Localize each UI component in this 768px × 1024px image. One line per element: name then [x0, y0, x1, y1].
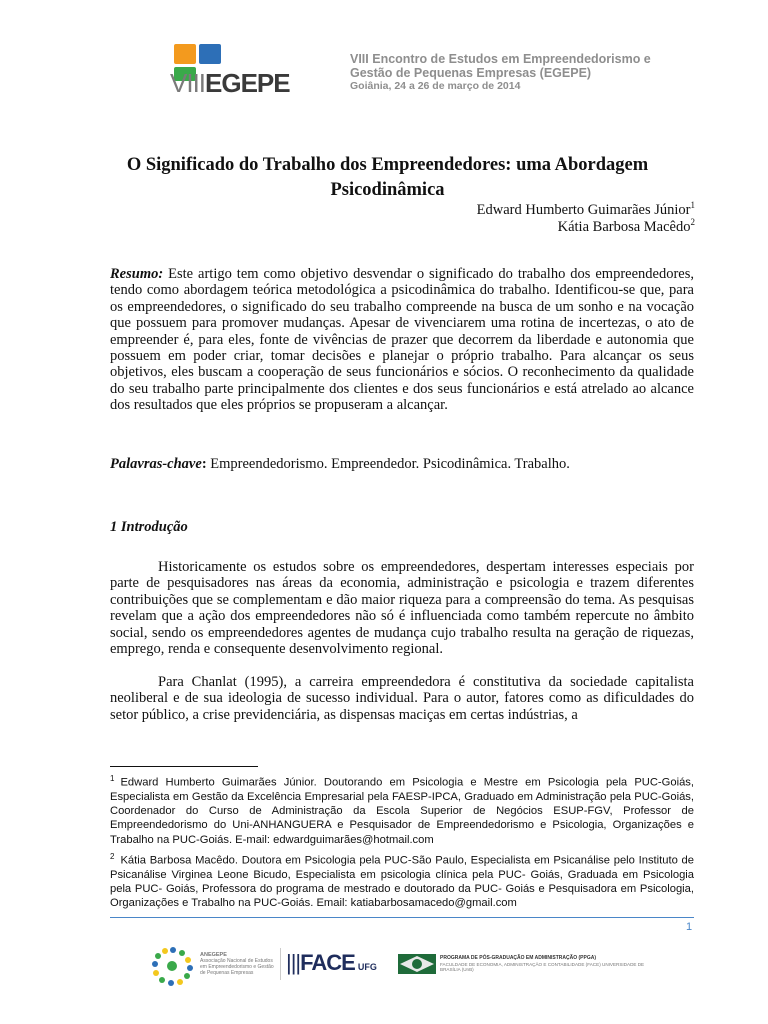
keywords: [110, 456, 694, 472]
ppga-text: [440, 956, 650, 973]
logo-prefix: VIII: [170, 68, 206, 98]
footnote-separator: [110, 766, 258, 767]
footer-rule: [110, 917, 694, 918]
logo-text: [170, 68, 290, 99]
author-2: [558, 217, 695, 236]
footnote-1-number: 1: [110, 774, 115, 783]
egepe-logo: [170, 44, 330, 96]
ppga-title: PROGRAMA DE PÓS-GRADUAÇÃO EM ADMINISTRAÇÃO (PPGA): [440, 955, 597, 961]
footer-divider: [280, 948, 281, 980]
intro-paragraph-1: Historicamente os estudos sobre os empreendedores, despertam interesses especiais por parte de pesquisadores nas áreas da economia, administração e psicologia e trazem diferentes contribuições que se complementam e dão maior riqueza para a compreensão do tema. As pesquisas revelam que a ação dos empreendedores não só é influenciada como também repercute no âmbito social, sendo os empreendedores agentes de mudança cujo trabalho resulta na geração de riquezas, emprego, renda e consequente desenvolvimento regional.: [110, 559, 694, 658]
anegepe-name: ANEGEPE: [200, 952, 227, 958]
abstract-label: Resumo:: [110, 266, 164, 282]
abstract: [110, 266, 694, 414]
event-line-2: Gestão de Pequenas Empresas (EGEPE): [350, 66, 592, 80]
logo-blue-square: [199, 44, 221, 64]
author-1: [477, 200, 695, 219]
brasil-flag-icon: [398, 954, 436, 974]
event-line-3: Goiânia, 24 a 26 de março de 2014: [350, 80, 521, 92]
face-text: FACE: [300, 950, 355, 975]
keywords-text: Empreendedorismo. Empreendedor. Psicodinâmica. Trabalho.: [206, 456, 570, 472]
footer-logos: [150, 940, 650, 990]
anegepe-logo-icon: [150, 946, 196, 986]
ufg-text: UFG: [357, 962, 377, 972]
footnote-1: [110, 772, 694, 847]
footnote-2-number: 2: [110, 852, 115, 861]
logo-orange-square: [174, 44, 196, 64]
author-1-note: 1: [690, 200, 695, 210]
footnote-2: [110, 850, 694, 911]
section-heading: 1 Introdução: [110, 519, 188, 535]
page-number: 1: [686, 921, 693, 933]
keywords-label: Palavras-chave: [110, 456, 202, 472]
abstract-text: Este artigo tem como objetivo desvendar o significado do trabalho dos empreendedores, tendo como abordagem teórica metodológica a psicodinâmica do trabalho. Identificou-se que, para os empreendedores, o significado do seu trabalho compreende na busca de um sonho e na vocação que possuem para promover mudanças. Apesar de vivenciarem uma rotina de incertezas, o ato de empreender é, para eles, fonte de vivências de prazer que decorrem da liberdade e autonomia que possuem em poder criar, tomar decisões e planejar o próprio trabalho. Para alcançar os seus objetivos, eles buscam a cooperação de seus funcionários e sócios. O reconhecimento da qualidade do seu trabalho parte principalmente dos clientes e dos seus funcionários e está atrelado ao alcance dos resultados que eles próprios se propuseram a alcançar.: [110, 266, 694, 414]
author-1-name: Edward Humberto Guimarães Júnior: [476, 201, 691, 218]
ppga-subtitle: FACULDADE DE ECONOMIA, ADMINISTRAÇÃO E CONTABILIDADE (FACE) UNIVERSIDADE DE BRASÍLIA (UnB): [440, 961, 645, 972]
intro-paragraph-2: Para Chanlat (1995), a carreira empreendedora é constitutiva da sociedade capitalista neoliberal e de sua ideologia de sucesso individual. Para o autor, fatores como as dificuldades do setor público, a crise previdenciária, as dispensas maciças em certas indústrias, a: [110, 674, 694, 723]
keywords-colon: :: [201, 456, 207, 472]
anegepe-description: Associação Nacional de Estudos em Empreendedorismo e Gestão de Pequenas Empresas: [200, 958, 274, 976]
author-2-note: 2: [690, 217, 695, 227]
event-line-1: VIII Encontro de Estudos em Empreendedorismo e: [350, 52, 651, 66]
footnote-1-text: Edward Humberto Guimarães Júnior. Doutorando em Psicologia e Mestre em Psicologia pela PUC-Goiás, Especialista em Gestão da Excelência Empresarial pela FAESP-IPCA, Graduado em Administração pela PUC-Goiás, Coordenador do Curso de Administração da Escola Superior de Negócios ESUP-FGV, Professor de Empreendedorismo do Uni-ANHANGUERA e Pesquisador de Empreendedorismo e Psicologia, Organizações e Trabalho na PUC-Goiás. E-mail: edwardguimarães@hotmail.com: [110, 776, 694, 846]
logo-suffix: EGEPE: [205, 68, 290, 98]
author-2-name: Kátia Barbosa Macêdo: [557, 218, 691, 235]
face-logo: |||FACE UFG: [286, 950, 377, 975]
anegepe-text: [200, 952, 280, 976]
paper-title: O Significado do Trabalho dos Empreendedores: uma Abordagem Psicodinâmica: [126, 155, 649, 200]
footnote-2-text: Kátia Barbosa Macêdo. Doutora em Psicologia pela PUC-São Paulo, Especialista em Psicanálise pelo Instituto de Psicanálise Virginea Leone Bicudo, Especialista em psicologia clínica pela PUC- Goiás, Graduada em Psicologia pela PUC- Goiás, Professora do programa de mestrado e doutorado da PUC- Goiás e Pesquisadora em Psicologia, Organizações e Trabalho na PUC-Goiás. Email: katiabarbosamacedo@gmail.com: [110, 854, 694, 910]
event-info: [350, 52, 690, 93]
